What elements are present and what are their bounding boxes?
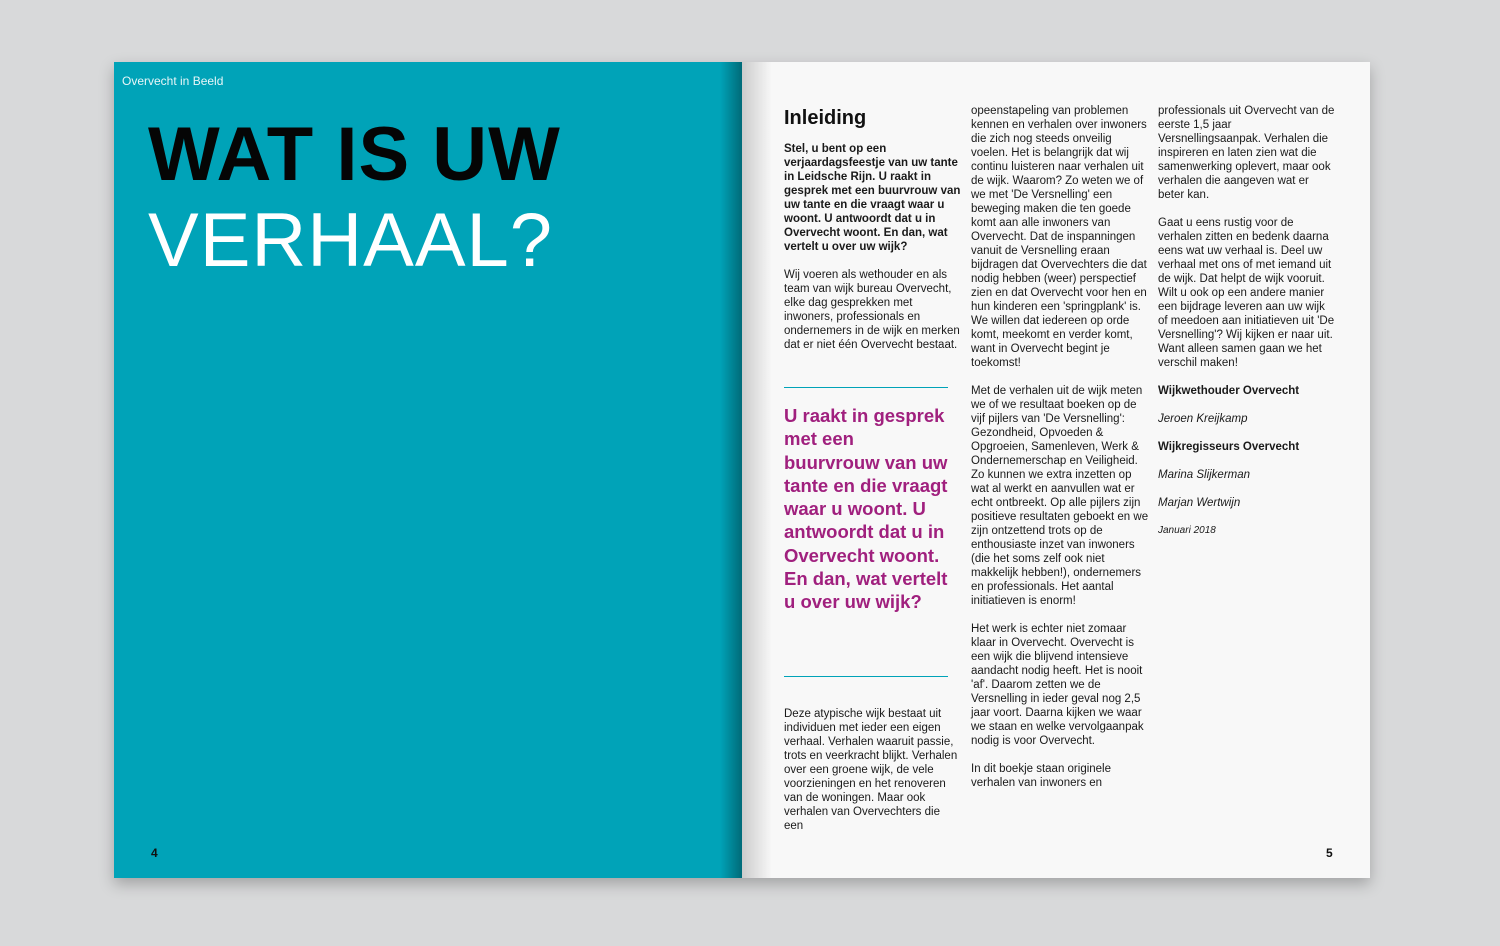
title-line-2: VERHAAL? [148,198,554,283]
lead-paragraph: Stel, u bent op een verjaardagsfeestje van uw tante in Leidsche Rijn. U raakt in gesprek met een buurvrouw van uw tante en die vraagt waar u woont. U antwoordt dat u in Overvecht woont. En dan, wat vertelt u over uw wijk? [784,143,961,253]
column-1 [784,106,962,366]
date: Januari 2018 [1158,525,1216,536]
section-heading: Inleiding [784,107,867,129]
signature-name: Marina Slijkerman [1158,469,1251,481]
signature-block-2 [1158,440,1336,510]
left-page [114,62,742,878]
divider-bottom [784,676,948,677]
page-number-right: 5 [1326,846,1333,860]
page-number-left: 4 [151,846,158,860]
column-2 [971,104,1149,804]
signature-role: Wijkregisseurs Overvecht [1158,441,1300,453]
signature-role: Wijkwethouder Overvecht [1158,385,1300,397]
body-paragraph: Het werk is echter niet zomaar klaar in Overvecht. Overvecht is een wijk die blijvend intensieve aandacht nodig heeft. Het is nooit 'af'. Daarom zetten we de Versnelling in ieder geval nog 2,5 jaar voort. Daarna kijken we waar we staan en welke vervolgaanpak nodig is voor Overvecht. [971,623,1144,747]
right-page [742,62,1370,878]
body-paragraph: In dit boekje staan originele verhalen van inwoners en [971,763,1112,789]
magazine-spread [114,62,1370,878]
body-paragraph: professionals uit Overvecht van de eerste 1,5 jaar Versnellingsaanpak. Verhalen die inspireren en laten zien wat die samenwerking oplevert, maar ook verhalen die aangeven wat er beter kan. [1158,105,1335,201]
signature-name: Jeroen Kreijkamp [1158,413,1248,425]
pull-quote: U raakt in gesprek met een buurvrouw van uw tante en die vraagt waar u woont. U antwoordt dat u in Overvecht woont. En dan, wat vertelt u over uw wijk? [784,405,948,613]
body-paragraph: Met de verhalen uit de wijk meten we of we resultaat boeken op de vijf pijlers van 'De Versnelling': Gezondheid, Opvoeden & Opgroeien, Samenleven, Werk & Ondernemerschap en Veiligheid. Zo kunnen we extra inzetten op wat al werkt en aanvullen wat er echt ontbreekt. Op alle pijlers zijn positieve resultaten geboekt en we zijn ontzettend trots op de enthousiaste inzet van inwoners (die het soms zelf ook niet makkelijk hebben!), ondernemers en professionals. Het aantal initiatieven is enorm! [971,385,1149,607]
running-head: Overvecht in Beeld [122,74,224,88]
signature-block-1 [1158,384,1336,426]
body-paragraph: opeenstapeling van problemen kennen en verhalen over inwoners die zich nog steeds onveilig voelen. Het is belangrijk dat wij continu luisteren naar verhalen uit de wijk. Waarom? Zo weten we of we met 'De Versnelling' een beweging maken die ten goede komt aan alle inwoners van Overvecht. Dat de inspanningen vanuit de Versnelling eraan bijdragen dat Overvechters die dat nodig hebben (weer) perspectief zien en dat Overvecht voor hen en hun kinderen een 'springplank' is. We willen dat iedereen op orde komt, meekomt en verder komt, want in Overvecht begint je toekomst! [971,105,1147,369]
body-paragraph: Wij voeren als wethouder en als team van wijk bureau Overvecht, elke dag gesprekken met inwoners, professionals en ondernemers in de wijk en merken dat er niet één Overvecht bestaat. [784,269,960,351]
body-paragraph: Gaat u eens rustig voor de verhalen zitten en bedenk daarna eens wat uw verhaal is. Deel uw verhaal met ons of met iemand uit de wijk. Dat helpt de wijk vooruit. Wilt u ook op een andere manier een bijdrage leveren aan uw wijk of meedoen aan initiatieven uit 'De Versnelling'? Wij kijken er naar uit. Want alleen samen gaan we het verschil maken! [1158,217,1335,369]
body-paragraph: Deze atypische wijk bestaat uit individuen met ieder een eigen verhaal. Verhalen waaruit passie, trots en veerkracht blijkt. Verhalen over een groene wijk, de vele voorzieningen en het renoveren van de woningen. Maar ook verhalen van Overvechters die een [784,708,958,832]
signature-name: Marjan Wertwijn [1158,497,1241,509]
title-line-1: WAT IS UW [148,112,561,197]
column-1-bottom [784,707,962,847]
column-3 [1158,104,1336,552]
divider-top [784,387,948,388]
